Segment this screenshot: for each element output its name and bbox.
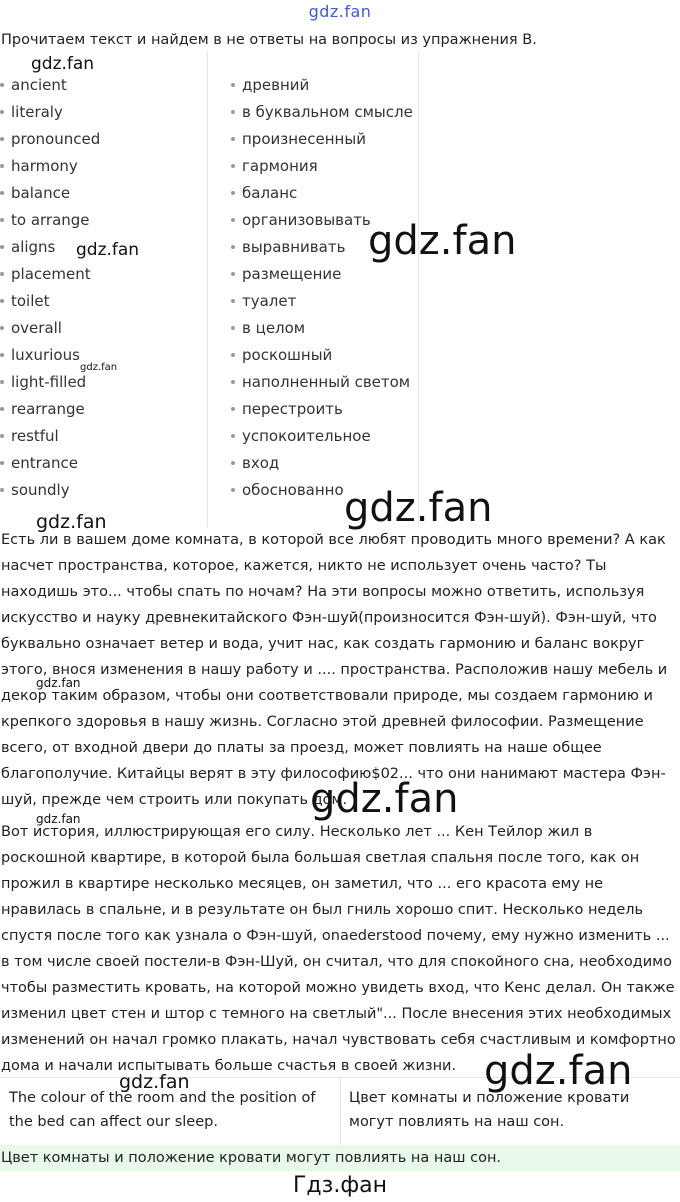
english-word: restful xyxy=(11,427,59,445)
watermark: gdz.fan xyxy=(80,362,118,373)
english-item xyxy=(0,74,100,101)
russian-word: перестроить xyxy=(242,400,343,418)
bullet-icon xyxy=(231,110,235,114)
english-item xyxy=(0,317,100,344)
bullet-icon xyxy=(231,218,235,222)
bullet-icon xyxy=(0,272,4,276)
english-word: luxurious xyxy=(11,346,80,364)
bullet-icon xyxy=(0,353,4,357)
bullet-icon xyxy=(231,299,235,303)
bullet-icon xyxy=(231,137,235,141)
russian-word: вход xyxy=(242,454,280,472)
russian-word: организовывать xyxy=(242,211,371,229)
intro-text: Прочитаем текст и найдем в не ответы на вопросы из упражнения B. xyxy=(1,32,537,48)
russian-item xyxy=(231,344,413,371)
russian-item xyxy=(231,290,413,317)
watermark: gdz.fan xyxy=(36,511,107,533)
bullet-icon xyxy=(0,407,4,411)
english-word: literaly xyxy=(11,103,63,121)
english-word: harmony xyxy=(11,157,78,175)
russian-item xyxy=(231,317,413,344)
russian-item xyxy=(231,74,413,101)
bullet-icon xyxy=(231,245,235,249)
answer-english: The colour of the room and the position of the bed can affect our sleep. xyxy=(9,1090,316,1130)
russian-item xyxy=(231,452,413,479)
english-item xyxy=(0,452,100,479)
english-word: rearrange xyxy=(11,400,85,418)
english-word: aligns xyxy=(11,238,56,256)
russian-word: произнесенный xyxy=(242,130,366,148)
watermark: gdz.fan xyxy=(344,485,493,531)
russian-item xyxy=(231,128,413,155)
watermark: gdz.fan xyxy=(31,54,95,74)
bullet-icon xyxy=(231,353,235,357)
answer-highlight-text: Цвет комнаты и положение кровати могут повлиять на наш сон. xyxy=(1,1150,502,1166)
russian-word: роскошный xyxy=(242,346,333,364)
russian-item xyxy=(231,155,413,182)
bullet-icon xyxy=(0,488,4,492)
english-item xyxy=(0,371,100,398)
english-item xyxy=(0,128,100,155)
bullet-icon xyxy=(231,488,235,492)
russian-word: баланс xyxy=(242,184,298,202)
english-word: entrance xyxy=(11,454,78,472)
english-item xyxy=(0,101,100,128)
english-item xyxy=(0,182,100,209)
watermark: gdz.fan xyxy=(36,812,81,826)
english-word: placement xyxy=(11,265,91,283)
english-item xyxy=(0,290,100,317)
russian-item xyxy=(231,263,413,290)
bullet-icon xyxy=(0,137,4,141)
answer-russian: Цвет комнаты и положение кровати могут повлиять на наш сон. xyxy=(349,1090,630,1130)
bullet-icon xyxy=(0,83,4,87)
russian-item xyxy=(231,425,413,452)
table-divider xyxy=(340,1078,341,1145)
bullet-icon xyxy=(231,83,235,87)
russian-word: туалет xyxy=(242,292,297,310)
english-item xyxy=(0,155,100,182)
answer-highlight xyxy=(0,1145,680,1171)
bullet-icon xyxy=(0,218,4,222)
russian-word: обоснованно xyxy=(242,481,344,499)
bullet-icon xyxy=(0,245,4,249)
footer-caption: Гдз.фан xyxy=(293,1173,387,1198)
bullet-icon xyxy=(0,326,4,330)
english-word: balance xyxy=(11,184,71,202)
watermark: gdz.fan xyxy=(76,240,140,260)
english-word: soundly xyxy=(11,481,70,499)
english-word: light-filled xyxy=(11,373,87,391)
english-item xyxy=(0,425,100,452)
bullet-icon xyxy=(231,326,235,330)
russian-item xyxy=(231,371,413,398)
watermark-top: gdz.fan xyxy=(308,2,372,21)
bullet-icon xyxy=(0,461,4,465)
russian-word: древний xyxy=(242,76,310,94)
russian-word: наполненный светом xyxy=(242,373,411,391)
watermark: gdz.fan xyxy=(119,1071,190,1093)
bullet-icon xyxy=(231,461,235,465)
bullet-icon xyxy=(231,191,235,195)
russian-word: в целом xyxy=(242,319,306,337)
russian-word: в буквальном смысле xyxy=(242,103,413,121)
russian-word: гармония xyxy=(242,157,318,175)
russian-item xyxy=(231,182,413,209)
bullet-icon xyxy=(0,380,4,384)
russian-item xyxy=(231,101,413,128)
english-word-list xyxy=(0,74,100,506)
bullet-icon xyxy=(231,164,235,168)
watermark: gdz.fan xyxy=(310,776,459,822)
russian-word: выравнивать xyxy=(242,238,346,256)
russian-word: успокоительное xyxy=(242,427,371,445)
english-word: toilet xyxy=(11,292,50,310)
bullet-icon xyxy=(231,272,235,276)
paragraph-2: Вот история, иллюстрирующая его силу. Несколько лет ... Кен Тейлор жил в роскошной квартире, в которой была большая светлая спальня после того, как он прожил в квартире несколько месяцев, он заметил, что ... его красота ему не нравилась в спальне, и в результате он был гниль хорошо спит. Несколько недель спустя после того как узнала о Фэн-шуй, onaederstood почему, ему нужно изменить ... в том числе своей постели-в Фэн-Шуй, он считал, что для спокойного сна, необходимо чтобы разместить кровать, на которой можно увидеть вход, что Кенс делал. Он также изменил цвет стен и штор с темного на светлый"... После внесения этих необходимых изменений он начал громко плакать, начал чувствовать себя счастливым и комфортно дома и начали испытывать больше счастья в своей жизни. xyxy=(1,824,676,1074)
bullet-icon xyxy=(0,110,4,114)
vocabulary-table xyxy=(0,51,419,527)
bullet-icon xyxy=(0,434,4,438)
bullet-icon xyxy=(231,407,235,411)
watermark: gdz.fan xyxy=(484,1048,633,1094)
bullet-icon xyxy=(0,299,4,303)
watermark: gdz.fan xyxy=(36,676,81,690)
watermark: gdz.fan xyxy=(368,218,517,264)
bullet-icon xyxy=(0,191,4,195)
bullet-icon xyxy=(0,164,4,168)
russian-word-list xyxy=(231,74,413,506)
russian-item xyxy=(231,398,413,425)
english-item xyxy=(0,398,100,425)
russian-word: размещение xyxy=(242,265,342,283)
english-item xyxy=(0,263,100,290)
bullet-icon xyxy=(231,380,235,384)
english-word: ancient xyxy=(11,76,67,94)
paragraph-1: Есть ли в вашем доме комната, в которой все любят проводить много времени? А как насчет пространства, которое, кажется, никто не использует очень часто? Ты находишь это... чтобы спать по ночам? На эти вопросы можно ответить, используя искусство и науку древнекитайского Фэн-шуй(произносится Фэн-шуй). Фэн-шуй, что буквально означает ветер и вода, учит нас, как создать гармонию и баланс вокруг этого, внося изменения в нашу работу и .... пространства. Расположив нашу мебель и декор таким образом, чтобы они соответствовали природе, мы создаем гармонию и крепкого здоровья в нашу жизнь. Согласно этой древней философии. Размещение всего, от входной двери до платы за проезд, может повлиять на наше общее благополучие. Китайцы верят в эту философию$02... что они нанимают мастера Фэн-шуй, прежде чем строить или покупать дом. xyxy=(1,532,668,808)
english-word: pronounced xyxy=(11,130,101,148)
english-word: overall xyxy=(11,319,62,337)
english-item xyxy=(0,479,100,506)
english-item xyxy=(0,209,100,236)
english-word: to arrange xyxy=(11,211,90,229)
bullet-icon xyxy=(231,434,235,438)
